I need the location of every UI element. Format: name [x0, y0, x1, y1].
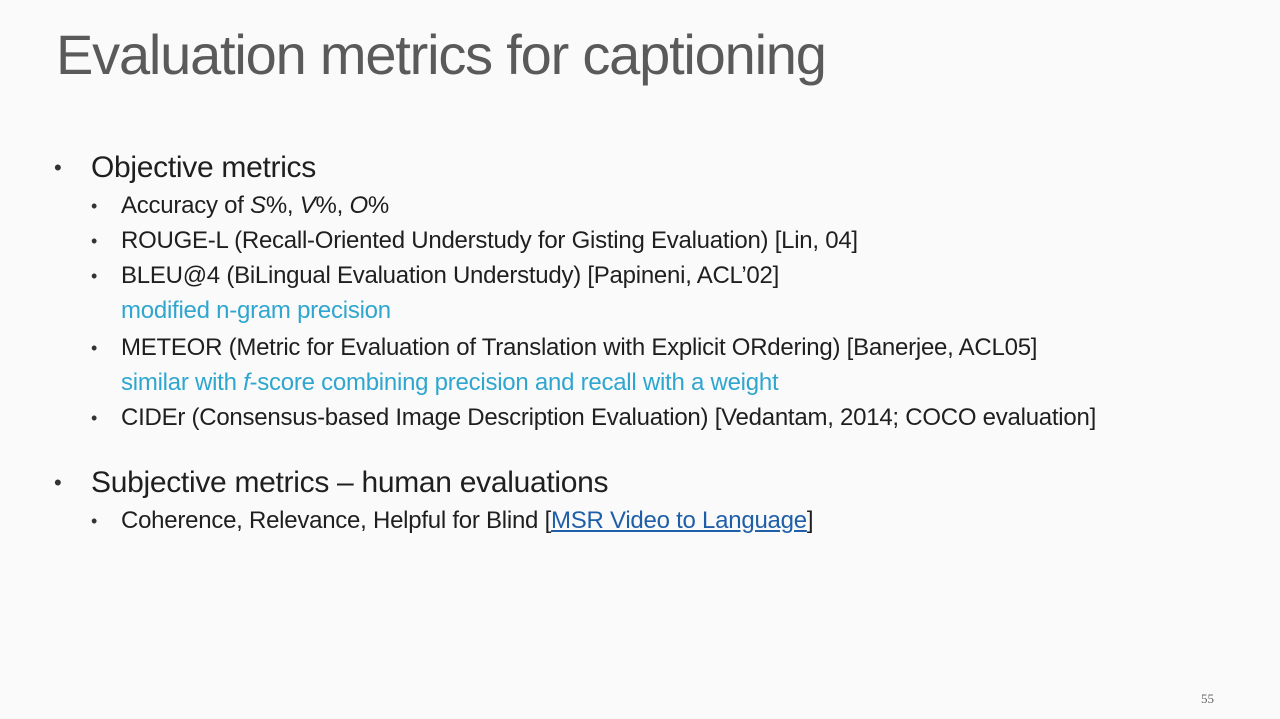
- cider-item: [91, 403, 1097, 433]
- bleu-item: [91, 261, 780, 291]
- meteor-note-suffix: -score combining precision and recall with a weight: [249, 369, 779, 396]
- objective-metrics-heading: [54, 150, 316, 186]
- cider-text: CIDEr (Consensus-based Image Description Evaluation) [Vedantam, 2014; COCO evaluation]: [121, 404, 1097, 431]
- meteor-item: [91, 333, 1038, 363]
- bleu-note-text: modified n-gram precision: [121, 297, 391, 324]
- sub-bullet-icon: •: [91, 338, 98, 358]
- criteria-prefix: Coherence, Relevance, Helpful for Blind [: [121, 507, 551, 534]
- sub-bullet-icon: •: [91, 408, 98, 428]
- sub-bullet-icon: •: [91, 266, 98, 286]
- human-criteria-item: [91, 506, 814, 536]
- accuracy-v-suffix: %,: [315, 192, 350, 219]
- accuracy-o-suffix: %: [367, 192, 389, 219]
- bullet-icon: •: [54, 470, 62, 495]
- sub-bullet-icon: •: [91, 511, 98, 531]
- rouge-text: ROUGE-L (Recall-Oriented Understudy for Gisting Evaluation) [Lin, 04]: [121, 227, 858, 254]
- sub-bullet-icon: •: [91, 196, 98, 216]
- meteor-note-f: f: [243, 369, 250, 396]
- subjective-metrics-label: Subjective metrics – human evaluations: [91, 466, 609, 499]
- slide-title: Evaluation metrics for captioning: [56, 23, 826, 86]
- accuracy-item: [91, 191, 389, 221]
- meteor-text: METEOR (Metric for Evaluation of Translation with Explicit ORdering) [Banerjee, ACL05]: [121, 334, 1038, 361]
- bullet-icon: •: [54, 155, 62, 180]
- msr-video-to-language-link[interactable]: MSR Video to Language: [551, 507, 807, 534]
- bleu-text: BLEU@4 (BiLingual Evaluation Understudy) [Papineni, ACL’02]: [121, 262, 780, 289]
- meteor-note-prefix: similar with: [121, 369, 244, 396]
- accuracy-prefix: Accuracy of: [121, 192, 251, 219]
- bleu-note: [121, 296, 391, 326]
- meteor-note: [121, 368, 778, 398]
- accuracy-v: V: [299, 192, 316, 219]
- sub-bullet-icon: •: [91, 231, 98, 251]
- accuracy-o: O: [349, 192, 368, 219]
- page-number: 55: [1201, 691, 1214, 706]
- accuracy-s: S: [250, 192, 266, 219]
- objective-metrics-label: Objective metrics: [91, 151, 316, 184]
- accuracy-s-suffix: %,: [265, 192, 300, 219]
- subjective-metrics-heading: [54, 465, 609, 501]
- rouge-item: [91, 226, 858, 256]
- criteria-suffix: ]: [806, 507, 814, 534]
